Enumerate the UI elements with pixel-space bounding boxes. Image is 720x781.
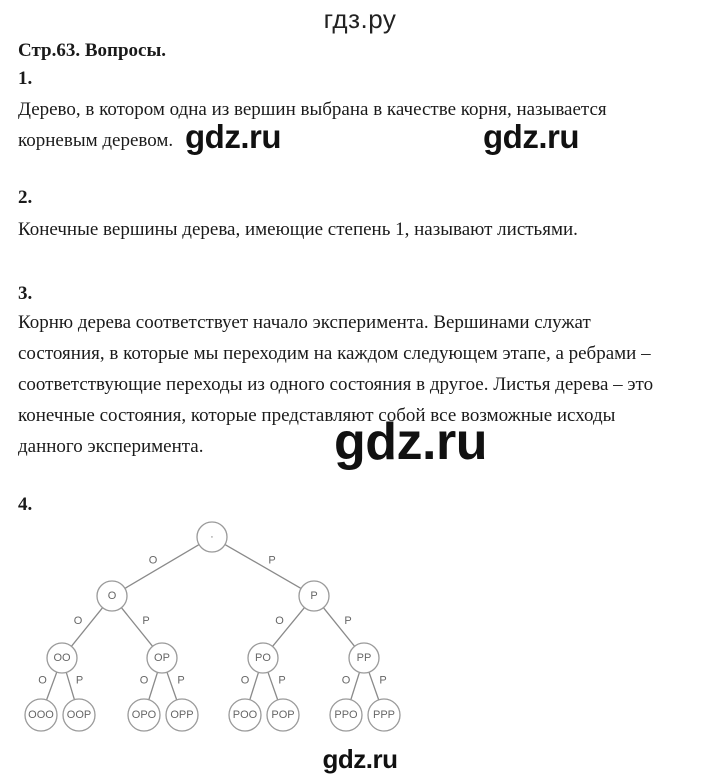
tree-node-oop xyxy=(63,699,95,731)
tree-node-pop xyxy=(267,699,299,731)
svg-text:OP: OP xyxy=(154,652,170,664)
tree-node-po xyxy=(248,643,278,673)
tree-node-ppo xyxy=(330,699,362,731)
svg-text:·: · xyxy=(210,531,214,543)
tree-edge-label: P xyxy=(344,615,352,627)
tree-node-oo xyxy=(47,643,77,673)
question-3-number: 3. xyxy=(18,283,33,304)
tree-node-p xyxy=(299,581,329,611)
tree-edge xyxy=(66,672,74,699)
tree-node-pp xyxy=(349,643,379,673)
question-1-answer-line-2: корневым деревом. xyxy=(18,130,174,151)
tree-edge xyxy=(167,672,177,700)
svg-text:PO: PO xyxy=(255,652,271,664)
tree-edge xyxy=(47,672,57,700)
probability-tree-diagram xyxy=(0,505,420,740)
tree-node-opo xyxy=(128,699,160,731)
question-3-answer-line-1: Корню дерева соответствует начало эксперимента. Вершинами служат xyxy=(18,312,591,333)
svg-text:POO: POO xyxy=(232,709,258,721)
question-3-answer-line-2: состояния, в которые мы переходим на каждом следующем этапе, а ребрами – xyxy=(18,343,651,364)
tree-edge-label: P xyxy=(268,554,276,567)
tree-edge xyxy=(125,545,199,589)
svg-text:OO: OO xyxy=(53,652,71,664)
svg-text:OPO: OPO xyxy=(131,709,157,721)
svg-text:PPP: PPP xyxy=(372,709,396,721)
watermark-inline-1: gdz.ru xyxy=(185,118,281,155)
tree-edge-label: P xyxy=(142,615,150,627)
question-2-number: 2. xyxy=(18,187,33,208)
svg-text:OOP: OOP xyxy=(66,709,92,721)
tree-node-opp xyxy=(166,699,198,731)
watermark-inline-2: gdz.ru xyxy=(483,118,579,155)
question-3-answer-line-5: данного эксперимента. xyxy=(18,436,204,457)
question-3-answer-line-4: конечные состояния, которые представляют собой все возможные исходы xyxy=(18,405,616,426)
tree-edge xyxy=(149,672,158,699)
tree-edge-label: P xyxy=(177,674,185,687)
watermark-center: gdz.ru xyxy=(334,413,487,471)
tree-node-ppp xyxy=(368,699,400,731)
tree-edge xyxy=(369,672,379,700)
tree-edge xyxy=(323,608,354,647)
tree-node-poo xyxy=(229,699,261,731)
tree-node-ooo xyxy=(25,699,57,731)
svg-text:PP: PP xyxy=(356,652,372,664)
tree-edge-label: P xyxy=(379,674,387,687)
tree-edge xyxy=(225,545,301,589)
svg-text:OPP: OPP xyxy=(170,709,194,721)
tree-edge-label: O xyxy=(38,674,47,687)
tree-edge xyxy=(250,672,259,699)
svg-text:PPO: PPO xyxy=(334,709,358,721)
tree-edge-label: O xyxy=(139,674,149,687)
tree-edge-label: O xyxy=(148,554,158,567)
tree-edge-label: O xyxy=(275,615,284,627)
tree-edge-label: O xyxy=(240,674,250,687)
page-title: Стр.63. Вопросы. xyxy=(18,40,167,61)
tree-edge-label: P xyxy=(75,674,84,687)
tree-edge-label: O xyxy=(341,674,351,687)
tree-edge-label: P xyxy=(278,674,286,687)
tree-edge-label: O xyxy=(73,615,83,627)
watermark-footer: gdz.ru xyxy=(322,744,398,774)
tree-edge xyxy=(121,608,152,647)
tree-edge xyxy=(268,672,278,700)
svg-text:OOO: OOO xyxy=(28,709,54,721)
tree-node-o xyxy=(97,581,127,611)
svg-text:POP: POP xyxy=(271,709,295,721)
question-1-number: 1. xyxy=(18,68,33,89)
tree-edge xyxy=(71,608,102,647)
tree-node-op xyxy=(147,643,177,673)
tree-edge xyxy=(351,672,360,699)
svg-text:O: O xyxy=(107,590,117,602)
question-3-answer-line-3: соответствующие переходы из одного состояния в другое. Листья дерева – это xyxy=(18,374,654,395)
question-1-answer-line-1: Дерево, в котором одна из вершин выбрана в качестве корня, называется xyxy=(18,99,607,120)
question-2-answer: Конечные вершины дерева, имеющие степень 1, называют листьями. xyxy=(18,219,578,240)
site-header: гдз.ру xyxy=(323,4,397,34)
svg-text:P: P xyxy=(310,590,318,602)
tree-node-root xyxy=(197,522,227,552)
question-4-number: 4. xyxy=(18,494,33,515)
tree-edge xyxy=(273,608,305,647)
